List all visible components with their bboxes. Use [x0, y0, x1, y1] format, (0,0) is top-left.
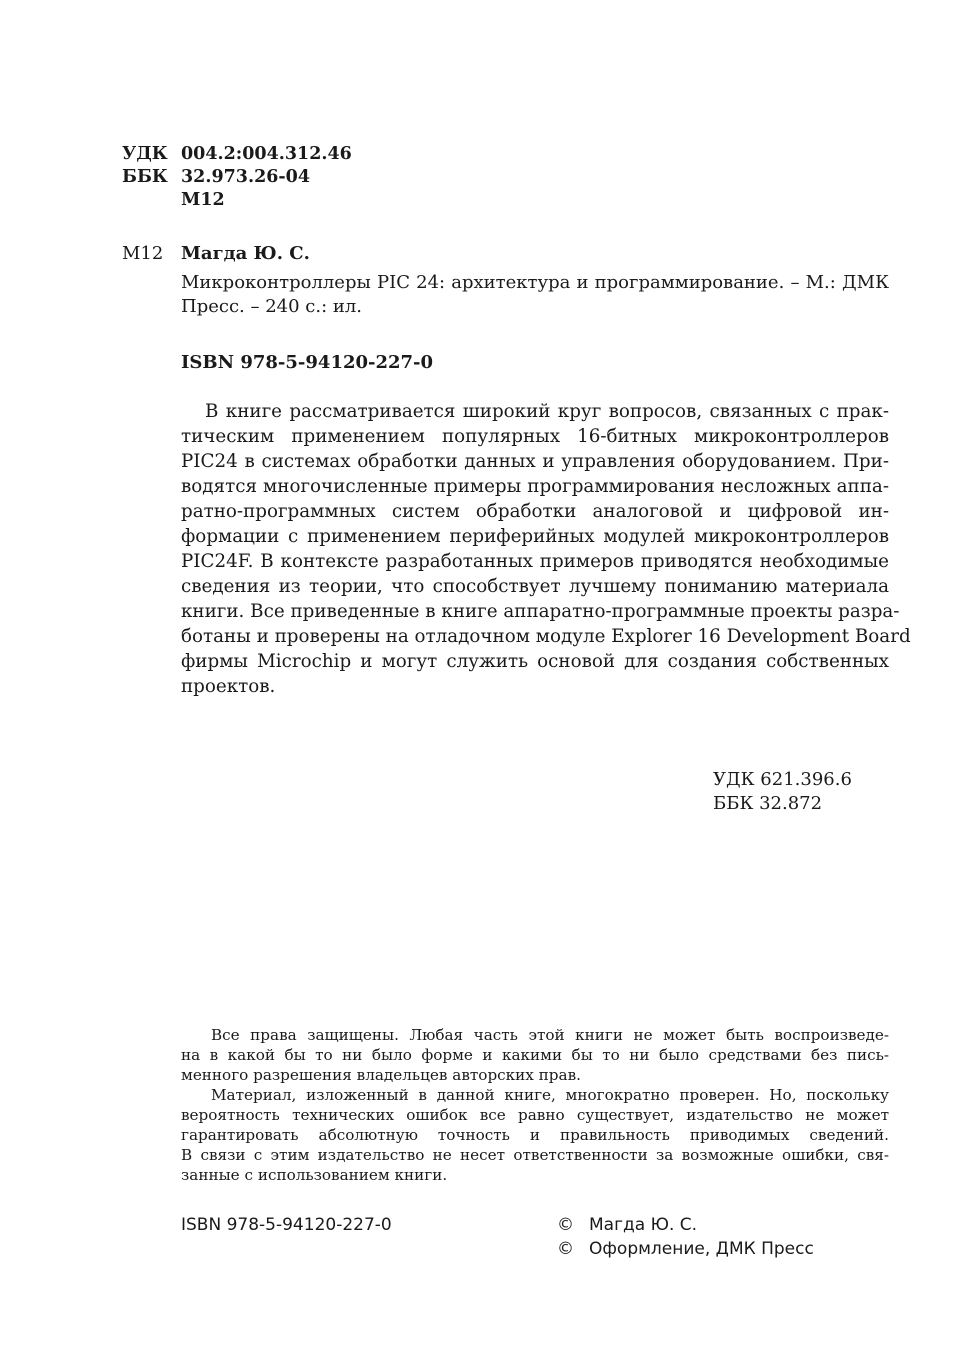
abstract-line: ратно-программных систем обработки аналоговой и цифровой ин- — [181, 501, 889, 522]
disclaimer-line: В связи с этим издательство не несет ответственности за возможные ошибки, свя- — [181, 1146, 889, 1164]
abstract-line: ботаны и проверены на отладочном модуле Explorer 16 Development Board — [181, 626, 911, 647]
author-sign: М12 — [181, 190, 225, 210]
entry-title-line: Пресс. – 240 с.: ил. — [181, 296, 363, 317]
abstract-line: В книге рассматривается широкий круг вопросов, связанных с прак- — [205, 401, 889, 422]
abstract-line: PIC24 в системах обработки данных и управления оборудованием. При- — [181, 451, 889, 472]
udk-value: 004.2:004.312.46 — [181, 144, 352, 164]
copyright-design: Оформление, ДМК Пресс — [589, 1239, 814, 1259]
rights-line: Все права защищены. Любая часть этой книги не может быть воспроизведе- — [211, 1026, 889, 1044]
bbk-value: 32.973.26-04 — [181, 167, 311, 187]
abstract-line: PIC24F. В контексте разработанных примеров приводятся необходимые — [181, 551, 889, 572]
rights-notice — [181, 1025, 889, 1085]
abstract — [181, 399, 911, 699]
rights-line: менного разрешения владельцев авторских прав. — [181, 1066, 581, 1084]
udk-label: УДК — [122, 144, 168, 164]
copyright-author: Магда Ю. С. — [589, 1215, 698, 1235]
abstract-line: формации с применением периферийных модулей микроконтроллеров — [181, 526, 889, 547]
disclaimer-line: вероятность технических ошибок все равно существует, издательство не может — [181, 1106, 889, 1124]
footer-isbn: ISBN 978-5-94120-227-0 — [181, 1215, 392, 1235]
abstract-line: водятся многочисленные примеры программирования несложных аппа- — [181, 476, 889, 497]
bbk-label: ББК — [122, 167, 168, 187]
disclaimer — [181, 1085, 889, 1185]
entry-sign: М12 — [122, 243, 164, 264]
disclaimer-line: Материал, изложенный в данной книге, многократно проверен. Но, поскольку — [211, 1086, 889, 1104]
isbn-heading: ISBN 978-5-94120-227-0 — [181, 352, 434, 373]
abstract-line: книги. Все приведенные в книге аппаратно-программные проекты разра- — [181, 601, 900, 622]
abstract-line: сведения из теории, что способствует лучшему пониманию материала — [181, 576, 889, 597]
copyright-symbol: © — [557, 1239, 574, 1259]
side-udk: УДК 621.396.6 — [713, 769, 852, 790]
abstract-line: проектов. — [181, 676, 276, 697]
side-bbk: ББК 32.872 — [713, 793, 823, 814]
entry-author: Магда Ю. С. — [181, 243, 310, 264]
abstract-line: тическим применением популярных 16-битных микроконтроллеров — [181, 426, 889, 447]
abstract-line: фирмы Microchip и могут служить основой для создания собственных — [181, 651, 889, 672]
disclaimer-line: гарантировать абсолютную точность и правильность приводимых сведений. — [181, 1126, 889, 1144]
disclaimer-line: занные с использованием книги. — [181, 1166, 448, 1184]
entry-title-line: Микроконтроллеры PIC 24: архитектура и программирование. – М.: ДМК — [181, 272, 889, 293]
rights-line: на в какой бы то ни было форме и какими бы то ни было средствами без пись- — [181, 1046, 889, 1064]
copyright-symbol: © — [557, 1215, 574, 1235]
